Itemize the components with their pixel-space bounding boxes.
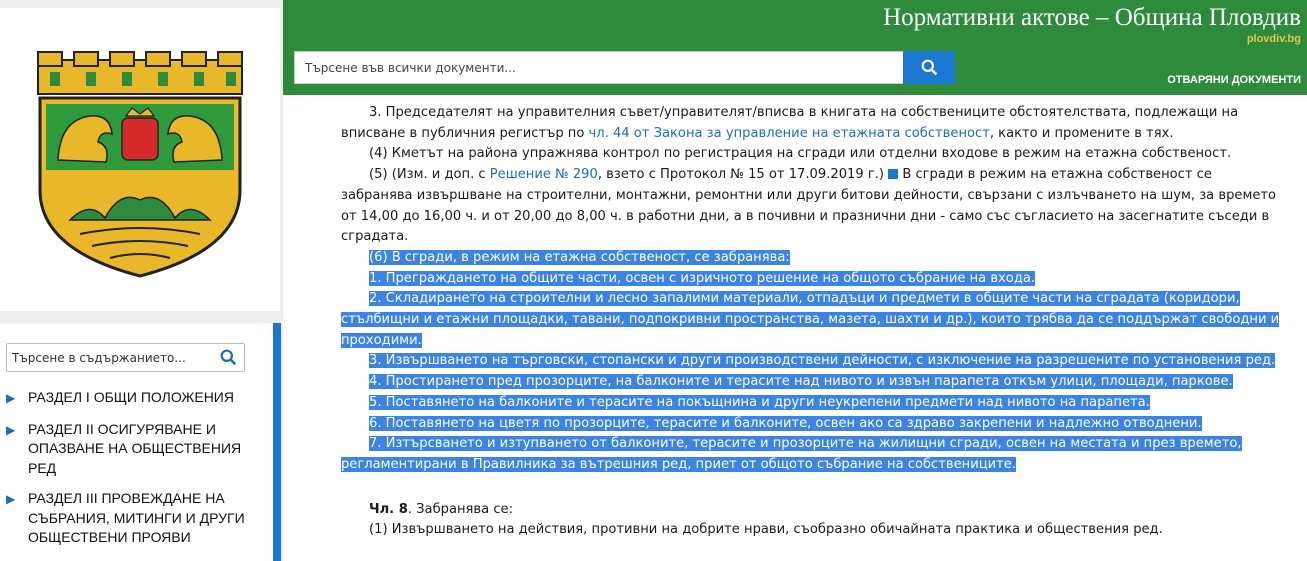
- main-search-input[interactable]: [295, 52, 904, 83]
- item-1: [341, 269, 1281, 290]
- site-link[interactable]: plovdiv.bg: [1246, 33, 1301, 45]
- logo-panel: [0, 8, 280, 311]
- page-title: Нормативни актове – Община Пловдив: [883, 4, 1301, 31]
- toc-item-label: РАЗДЕЛ II ОСИГУРЯВАНЕ И ОПАЗВАНЕ НА ОБЩЕСТВЕНИЯ РЕД: [28, 420, 242, 476]
- article-label: Чл. 8: [369, 501, 408, 517]
- item-4: [341, 372, 1281, 393]
- selected-text: 6. Поставянето на цветя по прозорците, терасите и балконите, освен ако са здраво закрепени и надлежно отводнени.: [369, 415, 1202, 431]
- paragraph-6: [341, 248, 1281, 269]
- plovdiv-coat-of-arms-logo: [30, 50, 250, 280]
- paragraph-4: (4) Кметът на района упражнява контрол по регистрация на сгради или отделни входове в режим на етажна собственост.: [369, 146, 1232, 162]
- paragraph-text: , взето с Протокол № 15 от 17.09.2019 г.): [597, 167, 884, 183]
- article-8-heading: [341, 500, 1281, 521]
- toc-item-section-1[interactable]: [6, 388, 261, 409]
- selected-text: 3. Извършването на търговски, стопански и други производствени дейности, с изключение на разрешените по установения ред.: [369, 353, 1276, 369]
- selected-text: 1. Преграждането на общите части, освен с изричното решение на общото събрание на входа.: [369, 270, 1036, 286]
- article-8-paragraph-1: (1) Извършването на действия, противни на добрите нрави, съобразно обичайната практика и обществения ред.: [369, 522, 1163, 538]
- toc-item-section-2[interactable]: [6, 420, 261, 479]
- caret-right-icon: ▶: [6, 492, 16, 506]
- selected-text: 2. Складирането на строителни и лесно запалими материали, отпадъци и предмети в общите части на сградата (коридори, стълбищни и етажни площадки, тавани, подпокривни пространства, мазета, шахти и др.), които трябва да се поддържат свободни и проходими.: [341, 291, 1280, 348]
- article-text: . Забранява се:: [407, 501, 513, 517]
- search-icon[interactable]: [220, 349, 237, 366]
- toc-search-box[interactable]: [6, 343, 245, 372]
- open-documents-link[interactable]: ОТВАРЯНИ ДОКУМЕНТИ: [1167, 74, 1301, 86]
- main-search-button[interactable]: [903, 51, 955, 84]
- caret-right-icon: ▶: [6, 391, 16, 405]
- toc-item-section-3[interactable]: [6, 489, 261, 548]
- item-6: [341, 414, 1281, 435]
- toc-search-input[interactable]: [7, 344, 207, 371]
- document-content: [283, 95, 1307, 561]
- paragraph-text: , както и промените в тях.: [989, 125, 1174, 141]
- paragraph-text: (5) (Изм. и доп. с: [369, 167, 490, 183]
- main-search-box[interactable]: [294, 51, 904, 84]
- toc-list: [6, 388, 261, 559]
- decision-link[interactable]: Решение № 290: [489, 167, 598, 183]
- paragraph-3: [341, 103, 1281, 144]
- toc-item-label: РАЗДЕЛ III ПРОВЕЖДАНЕ НА СЪБРАНИЯ, МИТИНГИ И ДРУГИ ОБЩЕСТВЕНИ ПРОЯВИ: [28, 490, 245, 545]
- toc-scrollbar[interactable]: [273, 323, 281, 561]
- law-link[interactable]: чл. 44 от Закона за управление на етажната собственост: [588, 125, 990, 141]
- item-2: [341, 289, 1281, 351]
- paragraph-5: [341, 165, 1281, 248]
- toc-item-label: РАЗДЕЛ I ОБЩИ ПОЛОЖЕНИЯ: [28, 389, 234, 405]
- item-7: [341, 434, 1281, 475]
- amendment-marker-icon[interactable]: [888, 169, 898, 179]
- selected-text: 4. Простирането пред прозорците, на балконите и терасите над нивото и извън парапета откъм улици, площади, паркове.: [369, 374, 1233, 390]
- paragraph-text: В сгради в режим на етажна собственост се забранява извършване на строителни, монтажни, ремонтни или други битови дейности, свързани с излъчването на шум, за времето от 14,00 до 16,00 ч. и от 20,00 до 8,00 ч. в работни дни, а в почивни и празнични дни - само със съгласието на засегнатите съседи в сградата.: [341, 167, 1277, 245]
- selected-text: 5. Поставянето на балконите и терасите на покъщнина и други неукрепени предмети над нивото на парапета.: [369, 394, 1150, 410]
- document-body: [341, 103, 1281, 541]
- caret-right-icon: ▶: [6, 422, 16, 437]
- item-3: [341, 351, 1281, 372]
- item-5: [341, 393, 1281, 414]
- paragraph-text: 3. Председателят на управителния съвет/управителят/вписва в книгата на собствениците обстоятелствата, подлежащи на вписване в публичния регистър по: [341, 105, 1239, 141]
- selected-text: (6) В сгради, в режим на етажна собственост, се забранява:: [369, 249, 790, 265]
- search-icon: [921, 59, 938, 76]
- selected-text: 7. Изтърсването и изтупването от балконите, терасите и прозорците на жилищни сгради, освен на местата и през времето, регламентирани в Правилника за вътрешния ред, приет от общото събрание на собствениците.: [341, 436, 1242, 472]
